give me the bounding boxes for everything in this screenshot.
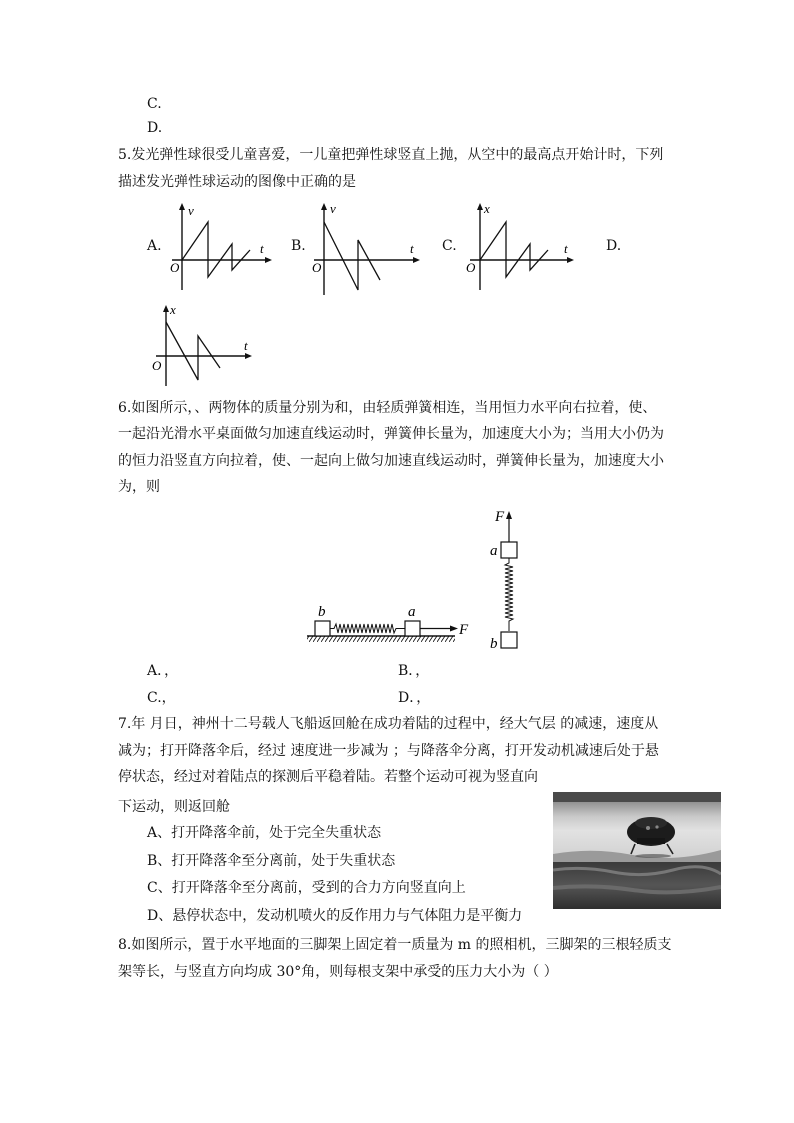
q7-text-line-1: 7.年 月日，神州十二号载人飞船返回舱在成功着陆的过程中，经大气层 的减速，速度从 (118, 716, 659, 732)
q6-text-line-2: 一起沿光滑水平桌面做匀加速直线运动时，弹簧伸长量为，加速度大小为；当用大小仍为 (118, 426, 664, 442)
fig6-h-label-b: b (318, 604, 326, 620)
fig6-h-label-a: a (408, 604, 416, 620)
graph-b-origin: O (312, 260, 322, 275)
graph-a-origin: O (170, 260, 180, 275)
q6-option-b: B．， (398, 663, 430, 679)
q7-option-d: D、悬停状态中，发动机喷火的反作用力与气体阻力是平衡力 (147, 908, 523, 924)
graph-c-xt (458, 200, 583, 295)
q6-option-d: D．， (398, 690, 431, 706)
q5-text-line-2: 描述发光弹性球运动的图像中正确的是 (118, 174, 356, 190)
fig6-horizontal-setup (305, 600, 480, 650)
graph-a-t-label: t (260, 241, 264, 256)
fig6-h-label-f: F (459, 622, 469, 638)
q5-option-a: A. (147, 238, 162, 254)
q6-option-a: A．， (147, 663, 179, 679)
graph-d-xt (148, 302, 268, 392)
q8-text-line-1: 8.如图所示，置于水平地面的三脚架上固定着一质量为 m 的照相机，三脚架的三根轻质支 (118, 937, 672, 953)
q7-text-line-2: 减为；打开降落伞后，经过 速度进一步减为 ；与降落伞分离，打开发动机减速后处于悬 (118, 743, 659, 759)
graph-d-t-label: t (244, 338, 248, 353)
fig6-v-label-b: b (490, 636, 498, 652)
graph-b-t-label: t (410, 241, 414, 256)
q7-option-b: B、打开降落伞至分离前，处于失重状态 (147, 853, 396, 869)
q7-text-line-4: 下运动，则返回舱 (118, 799, 230, 815)
q6-option-c: C.， (147, 690, 176, 706)
q5-option-b: B. (291, 238, 306, 254)
graph-c-origin: O (466, 260, 476, 275)
fig6-v-label-f: F (495, 509, 505, 525)
q5-text-line-1: 5.发光弹性球很受儿童喜爱，一儿童把弹性球竖直上抛，从空中的最高点开始计时，下列 (118, 147, 664, 163)
q4-option-c: C. (147, 96, 162, 112)
graph-c-x-label: x (484, 201, 490, 216)
q4-option-d: D. (147, 120, 163, 136)
q7-option-c: C、打开降落伞至分离前，受到的合力方向竖直向上 (147, 880, 466, 896)
q6-text-line-4: 为，则 (118, 479, 160, 495)
q5-option-c: C. (442, 238, 457, 254)
q7-option-a: A、打开降落伞前，处于完全失重状态 (147, 825, 382, 841)
graph-d-x-label: x (170, 302, 176, 317)
capsule-landing-photo (553, 792, 721, 909)
graph-b-vt (306, 200, 431, 300)
q8-text-line-2: 架等长，与竖直方向均成 30°角，则每根支架中承受的压力大小为（ ） (118, 964, 558, 980)
graph-a-vt (160, 200, 280, 295)
q6-text-line-3: 的恒力沿竖直方向拉着，使、一起向上做匀加速直线运动时，弹簧伸长量为，加速度大小 (118, 453, 664, 469)
q5-option-d: D. (606, 238, 622, 254)
q6-text-line-1: 6.如图所示，、两物体的质量分别为和，由轻质弹簧相连，当用恒力水平向右拉着，使、 (118, 400, 657, 416)
graph-b-v-label: v (330, 201, 336, 216)
q7-text-line-3: 停状态，经过对着陆点的探测后平稳着陆。若整个运动可视为竖直向 (118, 769, 538, 785)
fig6-vertical-setup (485, 505, 535, 655)
graph-d-origin: O (152, 358, 162, 373)
graph-c-t-label: t (564, 241, 568, 256)
graph-a-v-label: v (188, 203, 194, 218)
fig6-v-label-a: a (490, 543, 498, 559)
